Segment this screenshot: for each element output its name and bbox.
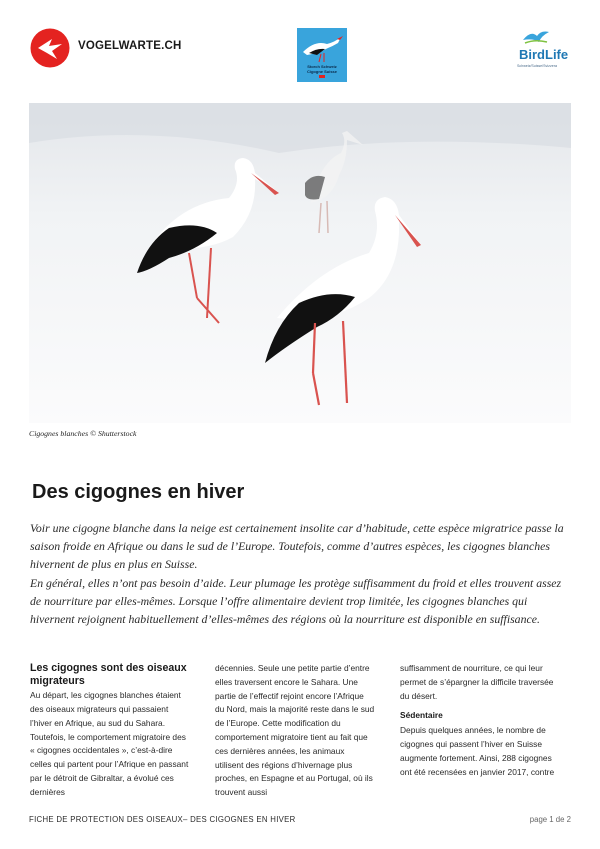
- photo-caption: Cigognes blanches © Shutterstock: [29, 429, 137, 438]
- text-column-1: [30, 662, 190, 800]
- vogelwarte-bird-icon: [30, 28, 70, 68]
- article-title: Des cigognes en hiver: [32, 481, 245, 503]
- birdlife-subtitle: Schweiz/Suisse/Svizzera: [517, 64, 557, 68]
- birdlife-logo: [515, 28, 577, 72]
- body-paragraph: Au départ, les cigognes blanches étaient des oiseaux migrateurs qui passaient l’hiver en Afrique, au sud du Sahara. Toutefois, le comportement migratoire des « cigognes occidentales », c’est-à-dire celles qui partent pour l’Afrique en passant par le détroit de Gibraltar, a évolué ces dernières: [30, 690, 189, 797]
- birdlife-wordmark: BirdLife: [519, 47, 569, 62]
- subsection-heading: Sédentaire: [400, 710, 443, 721]
- text-column-3: [400, 662, 560, 779]
- birdlife-bird-icon: [521, 28, 551, 46]
- vogelwarte-logo: [30, 28, 70, 68]
- body-paragraph: décennies. Seule une petite partie d’entre elles traversent encore le Sahara. Une partie de l’effectif rejoint encore l’Afrique du Nord, mais la majorité reste dans le sud de l’Europe. Cette modification du comportement migratoire tient au fait que ces dernières années, les animaux utilisent des régions d’hivernage plus proches, en Espagne et au Portugal, où ils trouvent aussi: [215, 663, 375, 798]
- body-paragraph: Depuis quelques années, le nombre de cigognes qui passent l’hiver en Suisse augmente fortement. Ainsi, 288 cigognes ont été recensées en janvier 2017, contre: [400, 725, 555, 777]
- section-heading: Les cigognes sont des oiseaux migrateurs: [30, 662, 187, 687]
- footer-page-number: page 1 de 2: [529, 815, 571, 824]
- body-paragraph: suffisamment de nourriture, ce qui leur permet de s’épargner la difficile traversée du désert.: [400, 663, 554, 701]
- intro-paragraph: Voir une cigogne blanche dans la neige est certainement insolite car d’habitude, cette espèce migratrice passe la saison froide en Afrique ou dans le sud de l’Europe. Toutefois, comme d’autres espèces, les cigognes blanches hivernent de plus en plus en Suisse.: [30, 521, 564, 572]
- storch-schweiz-logo: [297, 28, 347, 82]
- stork-logo-icon: [297, 28, 347, 82]
- intro-paragraph: En général, elles n’ont pas besoin d’aide. Leur plumage les protège suffisamment du froid et elles trouvent assez de nourriture par elles-mêmes. Lorsque l’offre alimentaire devient trop limitée, les cigognes blanches qui hivernent rejoignent habituellement d’elles-mêmes des régions où la nourriture est disponible en suffisance.: [30, 575, 562, 627]
- stork-logo-line-2: Cigogne Suisse: [306, 69, 338, 74]
- stork-logo-line-1: Storch Schweiz: [307, 64, 337, 69]
- brand-text: VOGELWARTE.CH: [78, 40, 182, 52]
- footer-document-title: FICHE DE PROTECTION DES OISEAUX– DES CIGOGNES EN HIVER: [29, 815, 296, 824]
- photo-white-storks-snow: [29, 103, 571, 423]
- text-column-2: [215, 662, 375, 800]
- article-intro: [30, 519, 572, 628]
